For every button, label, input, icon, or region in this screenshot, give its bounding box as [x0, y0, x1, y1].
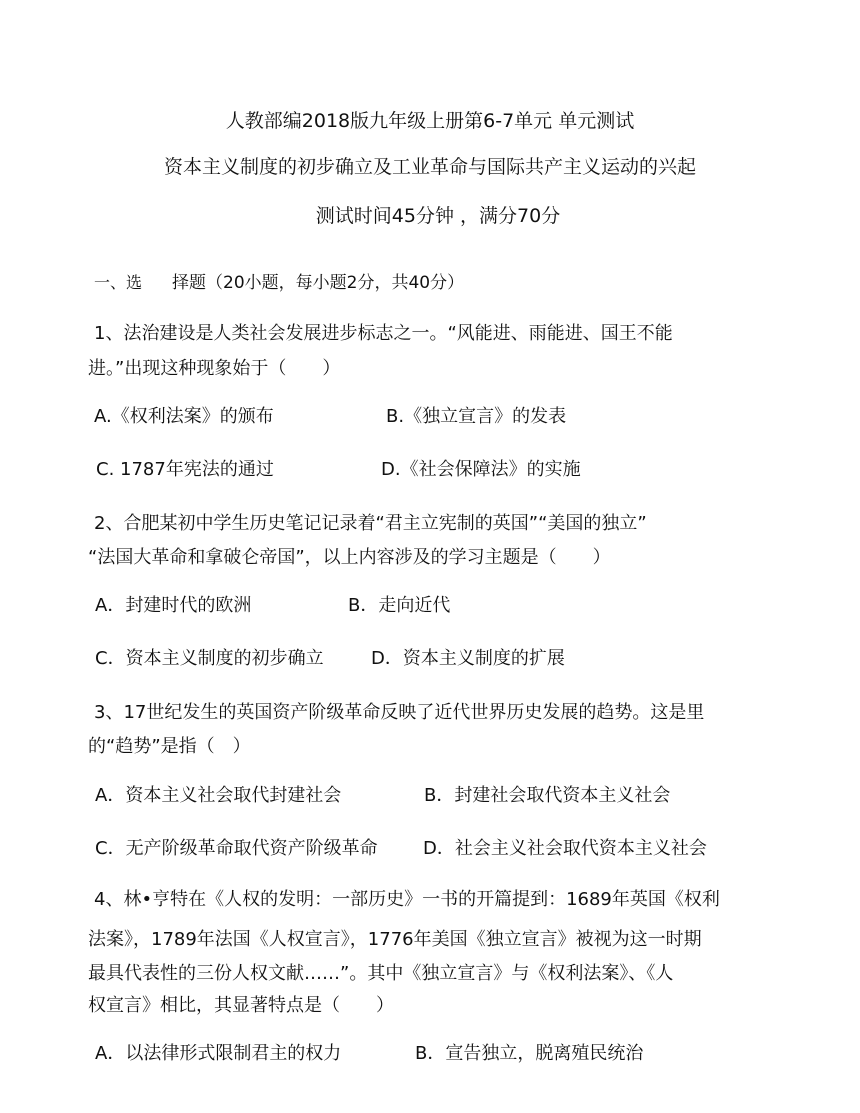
section-label-part-2: 择题（20小题，每小题2分，共40分）: [172, 273, 465, 293]
question-1-option-b: B.《独立宣言》的发表: [386, 406, 567, 427]
document-title: 人教部编2018版九年级上册第6-7单元 单元测试: [225, 110, 635, 132]
question-2-option-a: A．封建时代的欧洲: [95, 595, 252, 616]
question-2-stem-line-2: “法国大革命和拿破仑帝国”，以上内容涉及的学习主题是（ ）: [88, 547, 611, 568]
question-1-stem-line-1: 1、法治建设是人类社会发展进步标志之一。“风能进、雨能进、国王不能: [94, 323, 673, 344]
question-3-option-c: C．无产阶级革命取代资产阶级革命: [95, 838, 378, 859]
question-1-stem-line-2: 进。”出现这种现象始于（ ）: [88, 358, 341, 379]
question-3-option-b: B．封建社会取代资本主义社会: [424, 785, 671, 806]
question-1-option-a: A.《权利法案》的颁布: [94, 406, 274, 427]
question-4-option-b: B．宣告独立，脱离殖民统治: [415, 1043, 644, 1064]
question-2-option-b: B．走向近代: [348, 595, 451, 616]
question-1-option-d: D.《社会保障法》的实施: [381, 459, 581, 480]
document-subtitle: 资本主义制度的初步确立及工业革命与国际共产主义运动的兴起: [163, 156, 696, 178]
question-4-stem-line-4: 权宣言》相比，其显著特点是（ ）: [88, 995, 394, 1016]
test-time-info: 测试时间45分钟 ，满分70分: [315, 205, 561, 227]
section-heading: [94, 272, 464, 294]
question-3-option-d: D．社会主义社会取代资本主义社会: [423, 838, 707, 859]
question-1-option-c: C. 1787年宪法的通过: [96, 459, 274, 480]
question-2-option-c: C．资本主义制度的初步确立: [95, 648, 324, 669]
question-4-stem-line-1: 4、林•亨特在《人权的发明：一部历史》一书的开篇提到：1689年英国《权利: [94, 889, 720, 910]
question-4-option-a: A．以法律形式限制君主的权力: [95, 1043, 342, 1064]
question-3-stem-line-1: 3、17世纪发生的英国资产阶级革命反映了近代世界历史发展的趋势。这是里: [94, 702, 705, 723]
question-4-stem-line-3: 最具代表性的三份人权文献……”。其中《独立宣言》与《权利法案》、《人: [88, 963, 674, 984]
question-3-option-a: A．资本主义社会取代封建社会: [95, 785, 342, 806]
question-2-stem-line-1: 2、合肥某初中学生历史笔记记录着“君主立宪制的英国”“美国的独立”: [94, 513, 647, 534]
question-2-option-d: D．资本主义制度的扩展: [371, 648, 565, 669]
question-3-stem-line-2: 的“趋势”是指（ ）: [88, 736, 251, 757]
section-label-part-1: 一、选: [94, 273, 143, 292]
question-4-stem-line-2: 法案》，1789年法国《人权宣言》，1776年美国《独立宣言》被视为这一时期: [88, 929, 702, 950]
